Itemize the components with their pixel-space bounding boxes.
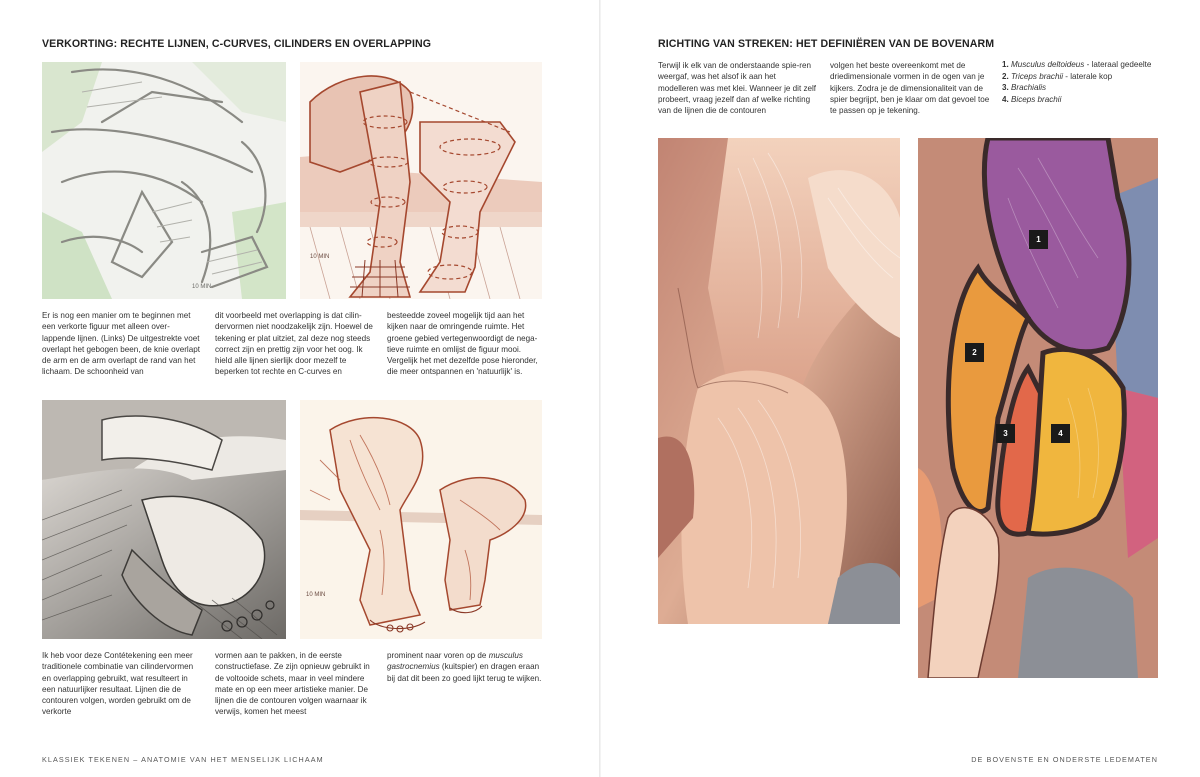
left-bottom-text-col1: Ik heb voor deze Contétekening een meer traditionele combinatie van cilindervormen en overlapping gebruikt, wat resulteert in een natuurlijker resultaat. Lijnen die de contouren volgen, worden gebruikt om de verkorte [42,651,194,717]
red-chalk-legs-drawing [300,400,542,639]
left-top-text-col2: dit voorbeeld met overlapping is dat cilin-dervormen niet noodzakelijk zijn. Hoewel de tekening er plat uitziet, zal deze nog steeds correct zijn en prettig zijn voor het oog. Ik hield alle lijnen sierlijk door mezelf te beperken tot rechte en C-curves en [215,311,373,377]
right-intro-col1: Terwijl ik elk van de onderstaande spie-ren weergaf, was het alsof ik aan het modelleren was met klei. Wanneer je dit zelf probeert, vraag jezelf dan af welke richting van de lijnen die de contouren [658,61,817,116]
list-item: 2. Triceps brachii - laterale kop [1002,71,1113,81]
cylinder-construction-sketch [300,62,542,299]
right-footer: DE BOVENSTE EN ONDERSTE LEDEMATEN [971,755,1158,764]
muscle-marker-2: 2 [965,343,984,362]
muscle-marker-1: 1 [1029,230,1048,249]
muscle-diagram [918,138,1158,678]
conte-pencil-drawing [42,400,286,639]
sketch-d-caption: 10 MIN [306,592,326,598]
musculus-gastrocnemius-term: musculus gastrocnemius [387,651,523,672]
sketch-b-caption: 10 MIN [310,254,330,260]
list-item: 4. Biceps brachii [1002,94,1062,104]
left-bottom-text-col3: prominent naar voren op de musculus gastrocnemius (kuitspier) en dragen eraan bij dat dit been zo goed lijkt terug te wijken. [387,651,542,683]
muscle-list [1002,59,1151,105]
right-intro-col2: volgen het beste overeenkomt met de driedimensionale vormen in de ogen van je kijkers. Zodra je de dimensionaliteit van de spier begrijpt, ben je klaar om dat gevoel toe te passen op je tekening. [830,61,990,116]
pastel-arm-study [658,138,900,624]
left-page-heading: VERKORTING: RECHTE LIJNEN, C-CURVES, CILINDERS EN OVERLAPPING [42,38,432,50]
muscle-marker-3: 3 [996,424,1015,443]
left-top-text-col3: besteedde zoveel mogelijk tijd aan het kijken naar de omringende ruimte. Het groene gebied vertegenwoordigt de nega-tieve ruimte en omlijst de figuur mooi. Vergelijk het met dezelfde pose hieronder, die meer ontspannen en 'natuurlijk' is. [387,311,538,377]
sketch-a-caption: 10 MIN [192,284,212,290]
list-item: 3. Brachialis [1002,83,1047,92]
right-page-heading: RICHTING VAN STREKEN: HET DEFINIËREN VAN DE BOVENARM [658,38,995,50]
left-top-text-col1: Er is nog een manier om te beginnen met een verkorte figuur met alleen over-lappende lijnen. (Links) De uitgestrekte voet overlapt het gebogen been, de knie overlapt de arm en de arm overlapt de rand van het lichaam. De schoonheid van [42,311,200,377]
page-gutter [599,0,601,777]
muscle-marker-4: 4 [1051,424,1070,443]
left-bottom-text-col2: vormen aan te pakken, in de eerste constructiefase. Ze zijn opnieuw gebruikt in de voltooide schets, maar in veel mindere mate en op een meer artistieke manier. De lijnen die de contouren volgen waarnaar ik verwijs, komen het meest [215,651,370,717]
list-item: 1. Musculus deltoideus - lateraal gedeelte [1002,60,1152,69]
left-footer: KLASSIEK TEKENEN – ANATOMIE VAN HET MENSELIJK LICHAAM [42,755,324,764]
overlap-line-sketch [42,62,286,299]
